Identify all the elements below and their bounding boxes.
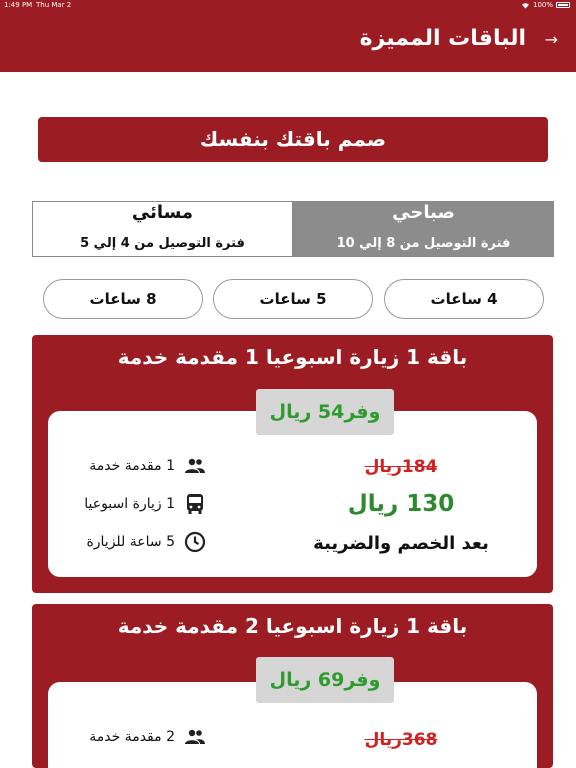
battery-percent: 100% xyxy=(532,1,553,9)
save-badge: وفر69 ريال xyxy=(256,657,394,703)
period-evening-title: مسائي xyxy=(131,202,194,223)
period-morning-subtitle: فترة التوصيل من 8 إلي 10 xyxy=(336,236,511,251)
save-badge: وفر54 ريال xyxy=(256,389,394,435)
wifi-icon xyxy=(521,2,530,9)
app-bar xyxy=(0,12,576,72)
feature-visits xyxy=(84,492,207,516)
status-date: Thu Mar 2 xyxy=(36,1,72,9)
feature-providers xyxy=(89,454,207,478)
hours-4-button[interactable]: 4 ساعات xyxy=(384,279,544,319)
battery-icon xyxy=(556,2,570,8)
period-evening[interactable] xyxy=(32,201,293,257)
feature-providers-label: 1 مقدمة خدمة xyxy=(89,458,175,474)
feature-duration-label: 5 ساعة للزيارة xyxy=(86,534,175,550)
status-time: 1:49 PM xyxy=(4,1,33,9)
feature-visits-label: 1 زيارة اسبوعيا xyxy=(84,496,175,512)
clock-icon xyxy=(183,530,207,554)
package-details xyxy=(48,411,537,577)
period-morning-title: صباحي xyxy=(392,202,455,223)
page-title: الباقات المميزة xyxy=(359,26,526,51)
feature-providers-label: 2 مقدمة خدمة xyxy=(89,729,175,745)
design-package-button[interactable]: صمم باقتك بنفسك xyxy=(38,117,548,162)
old-price: 184ريال xyxy=(364,457,438,477)
period-morning[interactable] xyxy=(293,201,554,257)
package-title: باقة 1 زيارة اسبوعيا 1 مقدمة خدمة xyxy=(117,345,468,369)
people-icon xyxy=(183,454,207,478)
status-bar xyxy=(0,0,576,12)
package-card[interactable] xyxy=(32,335,553,593)
package-card[interactable] xyxy=(32,604,553,768)
new-price: 130 ريال xyxy=(347,491,455,517)
hours-8-button[interactable]: 8 ساعات xyxy=(43,279,203,319)
arrow-right-icon[interactable]: → xyxy=(544,30,558,49)
feature-duration xyxy=(86,530,207,554)
feature-providers xyxy=(89,725,207,749)
after-tax-note: بعد الخصم والضريبة xyxy=(313,533,489,554)
bus-icon xyxy=(183,492,207,516)
package-title: باقة 1 زيارة اسبوعيا 2 مقدمة خدمة xyxy=(117,614,468,638)
hours-5-button[interactable]: 5 ساعات xyxy=(213,279,373,319)
old-price: 368ريال xyxy=(364,730,438,750)
period-evening-subtitle: فترة التوصيل من 4 إلي 5 xyxy=(80,236,245,251)
people-icon xyxy=(183,725,207,749)
status-right xyxy=(521,1,570,9)
